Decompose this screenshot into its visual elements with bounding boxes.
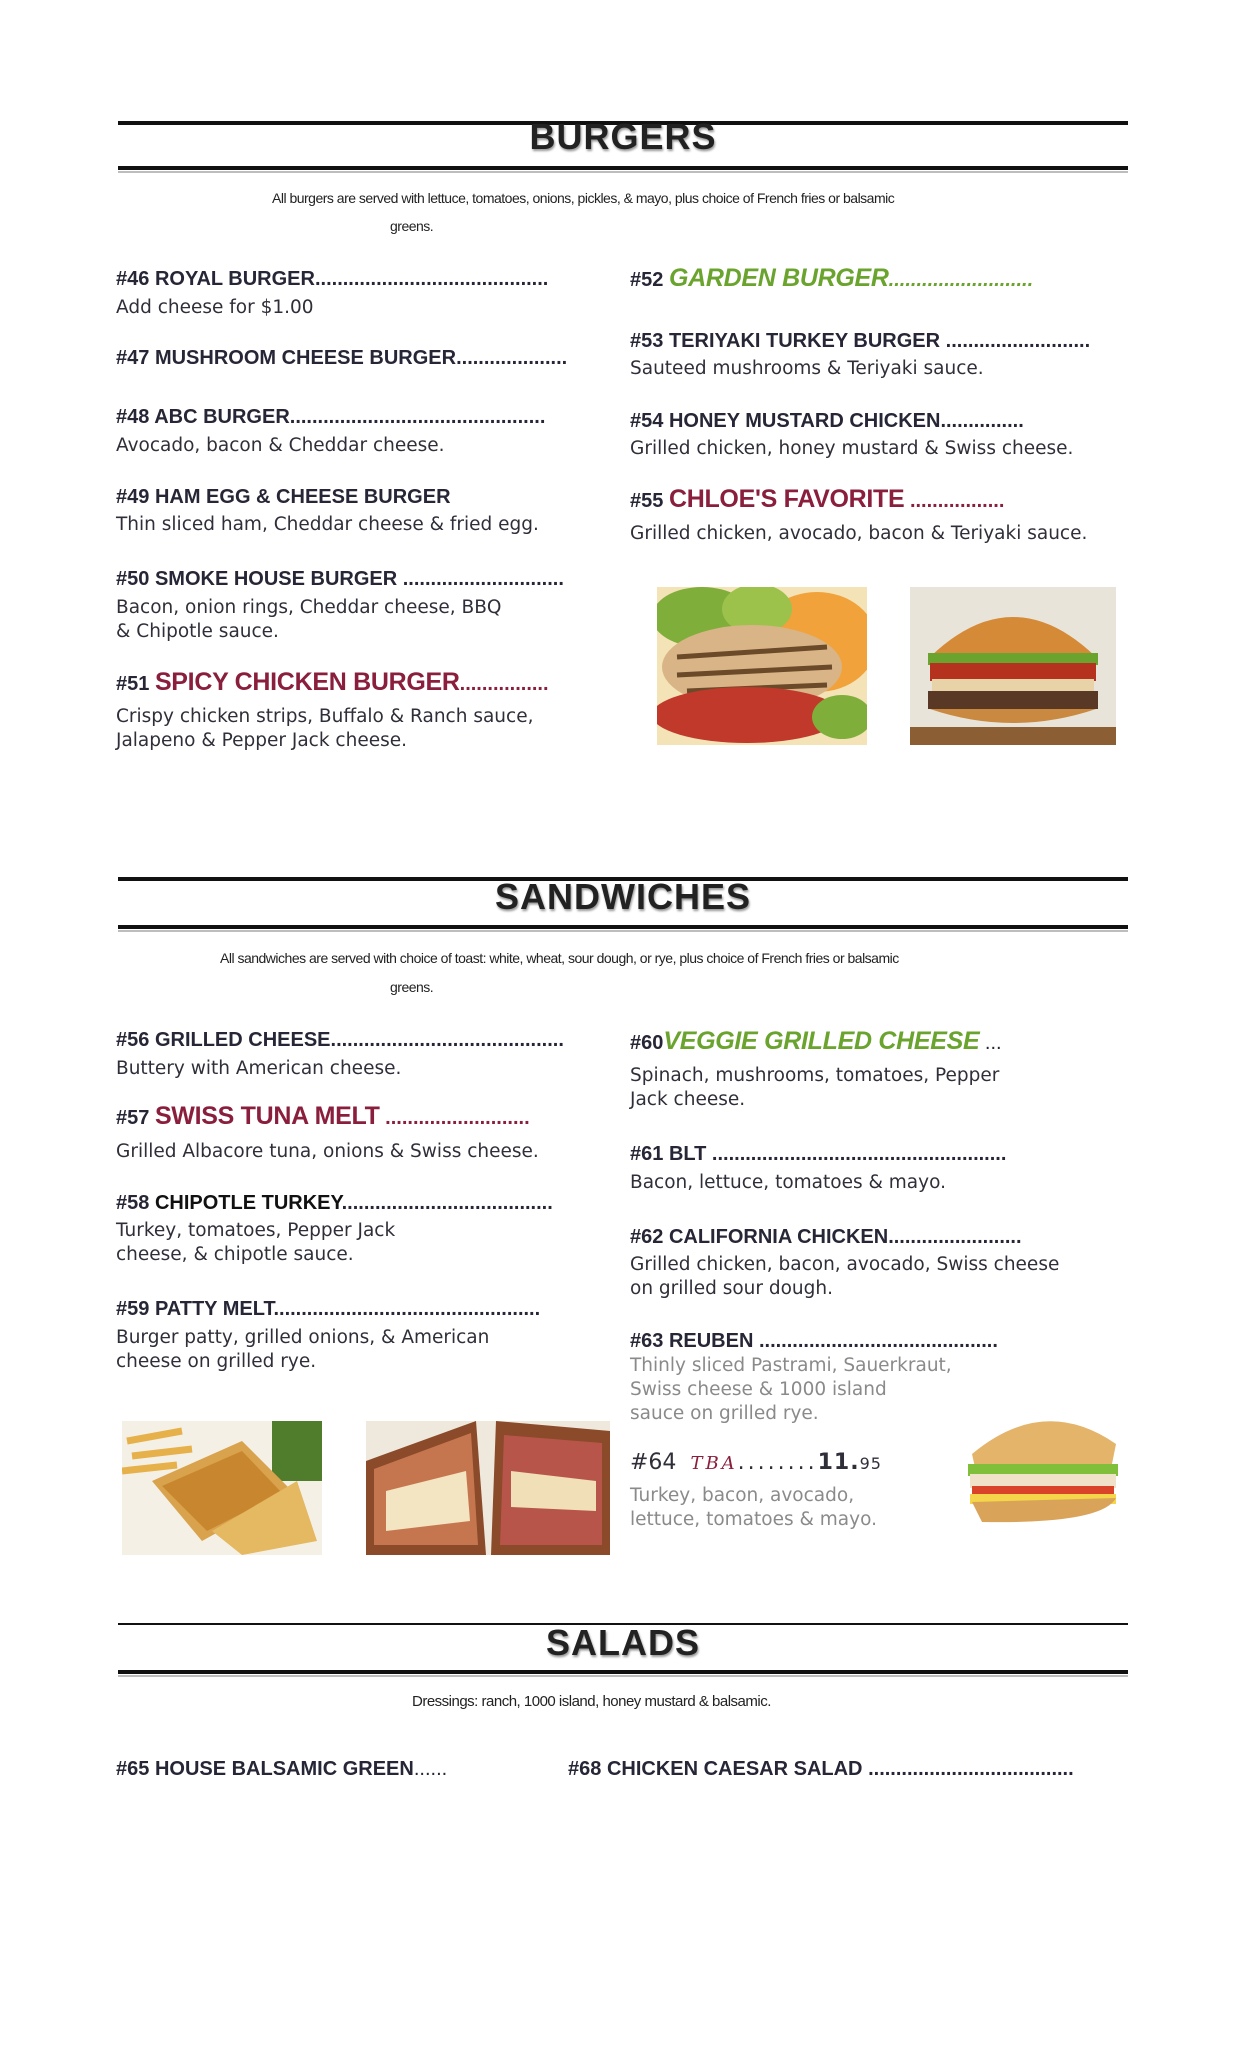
- item-number: #48: [116, 406, 150, 428]
- item-dots: ....................: [456, 347, 568, 369]
- bacon-burger-photo: [910, 587, 1116, 745]
- item-name: ABC BURGER: [154, 406, 290, 428]
- menu-item-49: [116, 486, 451, 509]
- item-name: REUBEN: [668, 1330, 754, 1352]
- menu-item-56: [116, 1029, 564, 1052]
- item-dots: ...........................................: [758, 1330, 998, 1352]
- menu-item-61: [630, 1143, 1006, 1166]
- item-number: #60: [630, 1032, 664, 1054]
- item-number: #57: [116, 1107, 150, 1129]
- item-56-desc: Buttery with American cheese.: [116, 1058, 402, 1079]
- item-name: SMOKE HOUSE BURGER: [154, 568, 398, 590]
- menu-item-63: [630, 1330, 998, 1353]
- item-dots: ...............: [940, 410, 1024, 432]
- item-price-cents: 95: [859, 1454, 882, 1473]
- item-number: #47: [116, 347, 150, 369]
- item-name: HONEY MUSTARD CHICKEN: [668, 410, 941, 432]
- item-63-desc-cont: Swiss cheese & 1000 island: [630, 1379, 887, 1400]
- item-54-desc: Grilled chicken, honey mustard & Swiss cheese.: [630, 438, 1074, 459]
- item-name: SWISS TUNA MELT: [154, 1102, 380, 1130]
- item-46-desc: Add cheese for $1.00: [116, 297, 314, 318]
- menu-item-53: [630, 330, 1090, 353]
- menu-item-58: [116, 1192, 553, 1215]
- menu-item-68: [568, 1758, 1074, 1781]
- item-number: #58: [116, 1192, 150, 1214]
- item-dots: ..........................: [888, 269, 1034, 291]
- menu-item-57: [116, 1102, 530, 1131]
- burgers-rule-shadow: [118, 171, 1128, 173]
- item-number: #63: [630, 1330, 664, 1352]
- salads-title: SALADS: [545, 1622, 700, 1663]
- menu-item-51: [116, 668, 549, 697]
- item-number: #50: [116, 568, 150, 590]
- menu-item-60: [630, 1027, 1002, 1056]
- item-64-desc-cont: lettuce, tomatoes & mayo.: [630, 1509, 877, 1530]
- reuben-sandwich-photo: [366, 1421, 610, 1555]
- item-dots: ......: [413, 1758, 448, 1780]
- item-dots: ..........................: [945, 330, 1091, 352]
- item-dots: ........................: [888, 1226, 1022, 1248]
- item-dots: ...: [984, 1032, 1002, 1054]
- item-dots: ................................................: [273, 1298, 541, 1320]
- item-name: HAM EGG & CHEESE BURGER: [154, 486, 451, 508]
- item-name: VEGGIE GRILLED CHEESE: [663, 1027, 980, 1055]
- item-60-desc: Spinach, mushrooms, tomatoes, Pepper: [630, 1065, 1000, 1086]
- item-59-desc: Burger patty, grilled onions, & American: [116, 1327, 490, 1348]
- salads-rule-shadow: [118, 1675, 1128, 1677]
- item-58-desc: Turkey, tomatoes, Pepper Jack: [116, 1220, 396, 1241]
- item-dots: .............................: [402, 568, 564, 590]
- menu-item-62: [630, 1226, 1022, 1249]
- item-name: CHLOE'S FAVORITE: [668, 485, 905, 513]
- item-name: HOUSE BALSAMIC GREEN: [154, 1758, 414, 1780]
- menu-item-59: [116, 1298, 540, 1321]
- menu-item-46: [116, 268, 548, 291]
- item-63-desc: Thinly sliced Pastrami, Sauerkraut,: [630, 1355, 952, 1376]
- item-dots: .................: [909, 490, 1005, 512]
- item-53-desc: Sauteed mushrooms & Teriyaki sauce.: [630, 358, 984, 379]
- menu-item-54: [630, 410, 1024, 433]
- item-number: #49: [116, 486, 150, 508]
- item-63-desc-cont2: sauce on grilled rye.: [630, 1403, 819, 1424]
- item-49-desc: Thin sliced ham, Cheddar cheese & fried egg.: [116, 514, 539, 535]
- burgers-bottom-rule: [118, 166, 1128, 170]
- item-name: TBA: [690, 1453, 738, 1474]
- item-50-desc-cont: & Chipotle sauce.: [116, 621, 279, 642]
- item-name: BLT: [668, 1143, 707, 1165]
- item-dots: ..........................................: [314, 268, 549, 290]
- item-dots: ..............................................: [289, 406, 546, 428]
- item-name: SPICY CHICKEN BURGER: [154, 668, 460, 696]
- item-51-desc: Crispy chicken strips, Buffalo & Ranch sauce,: [116, 706, 534, 727]
- item-55-desc: Grilled chicken, avocado, bacon & Teriyaki sauce.: [630, 523, 1088, 544]
- item-name: GARDEN BURGER: [668, 264, 889, 292]
- salads-note: Dressings: ranch, 1000 island, honey mustard & balsamic.: [412, 1693, 771, 1710]
- item-number: #56: [116, 1029, 150, 1051]
- item-51-desc-cont: Jalapeno & Pepper Jack cheese.: [116, 730, 407, 751]
- item-number: #65: [116, 1758, 150, 1780]
- item-name: MUSHROOM CHEESE BURGER: [154, 347, 457, 369]
- item-50-desc: Bacon, onion rings, Cheddar cheese, BBQ: [116, 597, 502, 618]
- menu-item-48: [116, 406, 545, 429]
- item-dots: .....................................................: [711, 1143, 1007, 1165]
- item-number: #51: [116, 673, 150, 695]
- burgers-note: All burgers are served with lettuce, tomatoes, onions, pickles, & mayo, plus choice of French fries or balsamic: [272, 190, 895, 206]
- item-59-desc-cont: cheese on grilled rye.: [116, 1351, 317, 1372]
- item-name: CHICKEN CAESAR SALAD: [606, 1758, 863, 1780]
- sandwiches-note-cont: greens.: [390, 979, 434, 995]
- sandwiches-rule-shadow: [118, 930, 1128, 932]
- item-number: #55: [630, 490, 664, 512]
- item-dots: ......................................: [341, 1192, 553, 1214]
- item-62-desc-cont: on grilled sour dough.: [630, 1278, 834, 1299]
- item-number: #64: [630, 1450, 677, 1475]
- item-dots: ................: [459, 673, 549, 695]
- item-58-desc-cont: cheese, & chipotle sauce.: [116, 1244, 354, 1265]
- item-name: ROYAL BURGER: [154, 268, 315, 290]
- sandwiches-note: All sandwiches are served with choice of toast: white, wheat, sour dough, or rye, plus choice of French fries or balsamic: [220, 950, 899, 966]
- menu-item-52: [630, 264, 1033, 293]
- burgers-note-cont: greens.: [390, 218, 434, 234]
- item-dots: ........: [737, 1450, 818, 1475]
- menu-item-50: [116, 568, 564, 591]
- item-57-desc: Grilled Albacore tuna, onions & Swiss cheese.: [116, 1141, 539, 1162]
- menu-item-55: [630, 485, 1004, 514]
- item-price: 11.: [817, 1450, 860, 1475]
- menu-item-65: [116, 1758, 447, 1781]
- item-name: CHIPOTLE TURKEY: [154, 1192, 342, 1214]
- salads-bottom-rule: [118, 1670, 1128, 1674]
- grilled-chicken-burger-photo: [657, 587, 867, 745]
- item-dots: ..........................: [385, 1107, 530, 1129]
- item-dots: ..........................................: [330, 1029, 564, 1051]
- item-name: GRILLED CHEESE: [154, 1029, 331, 1051]
- item-number: #61: [630, 1143, 664, 1165]
- item-number: #52: [630, 269, 664, 291]
- item-number: #54: [630, 410, 664, 432]
- item-name: CALIFORNIA CHICKEN: [668, 1226, 889, 1248]
- sandwiches-title: SANDWICHES: [494, 876, 751, 917]
- item-60-desc-cont: Jack cheese.: [630, 1089, 746, 1110]
- turkey-sandwich-photo: [962, 1394, 1126, 1526]
- menu-item-64: [630, 1450, 882, 1475]
- item-64-desc: Turkey, bacon, avocado,: [630, 1485, 855, 1506]
- sandwiches-bottom-rule: [118, 925, 1128, 929]
- burgers-title: BURGERS: [529, 116, 717, 157]
- item-name: PATTY MELT: [154, 1298, 274, 1320]
- grilled-cheese-photo: [122, 1421, 322, 1555]
- item-number: #62: [630, 1226, 664, 1248]
- item-dots: .....................................: [868, 1758, 1074, 1780]
- item-number: #53: [630, 330, 664, 352]
- item-number: #68: [568, 1758, 602, 1780]
- item-number: #46: [116, 268, 150, 290]
- item-61-desc: Bacon, lettuce, tomatoes & mayo.: [630, 1172, 946, 1193]
- item-name: TERIYAKI TURKEY BURGER: [668, 330, 941, 352]
- item-number: #59: [116, 1298, 150, 1320]
- menu-item-47: [116, 347, 567, 370]
- item-62-desc: Grilled chicken, bacon, avocado, Swiss cheese: [630, 1254, 1060, 1275]
- item-48-desc: Avocado, bacon & Cheddar cheese.: [116, 435, 445, 456]
